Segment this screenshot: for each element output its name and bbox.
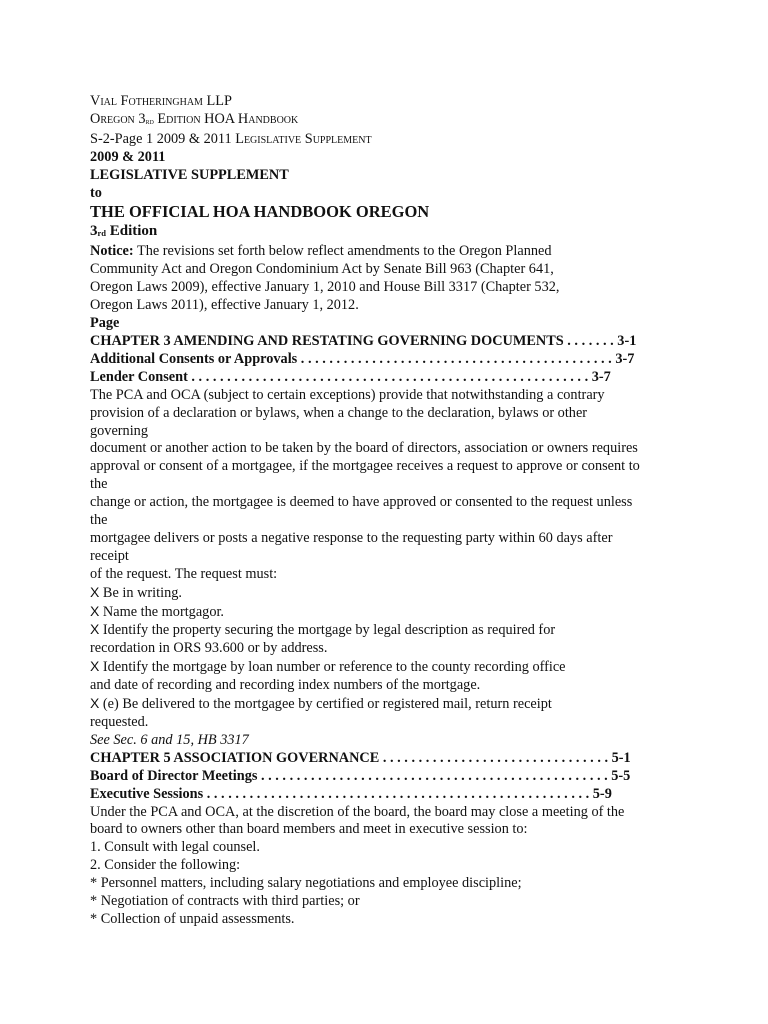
requirement-item: X Identify the mortgage by loan number or reference to the county recording office [90,658,566,676]
requirement-item: X Name the mortgagor. [90,602,225,620]
body-line: of the request. The request must: [90,565,278,582]
title-years: 2009 & 2011 [90,148,166,165]
toc-chapter-3: CHAPTER 3 AMENDING AND RESTATING GOVERNING DOCUMENTS . . . . . . . 3-1 [90,332,637,349]
toc-lender-consent: Lender Consent . . . . . . . . . . . . . . . . . . . . . . . . . . . . . . . . . . . . . . . . . . . . . . . . . . . . . . . . 3-7 [90,368,611,385]
statute-reference: See Sec. 6 and 15, HB 3317 [90,731,249,748]
header-page-ref: S-2-Page 1 2009 & 2011 Legislative Supplement [90,130,372,147]
notice-line: Notice: The revisions set forth below reflect amendments to the Oregon Planned [90,243,552,260]
title-main: THE OFFICIAL HOA HANDBOOK OREGON [90,202,430,222]
requirement-item: X Be in writing. [90,583,182,601]
requirement-item: X Identify the property securing the mortgage by legal description as required for [90,621,556,639]
body-line: document or another action to be taken by the board of directors, association or owners requires [90,440,638,457]
toc-executive-sessions: Executive Sessions . . . . . . . . . . . . . . . . . . . . . . . . . . . . . . . . . . . . . . . . . . . . . . . . . . . . . . 5-9 [90,785,612,802]
toc-additional-consents: Additional Consents or Approvals . . . . . . . . . . . . . . . . . . . . . . . . . . . . . . . . . . . . . . . . . . . . 3-7 [90,350,635,367]
body-line: provision of a declaration or bylaws, when a change to the declaration, bylaws or other [90,404,588,421]
bullet-x-icon: X [90,602,100,619]
body-line: The PCA and OCA (subject to certain exceptions) provide that notwithstanding a contrary [90,386,605,403]
notice-line: Community Act and Oregon Condominium Act by Senate Bill 963 (Chapter 641, [90,261,554,278]
bullet-x-icon: X [90,583,100,600]
title-edition: 3rd Edition [90,223,158,240]
header-book-title: Oregon 3rd Edition HOA Handbook [90,110,299,127]
bullet-x-icon: X [90,695,100,712]
notice-line: Oregon Laws 2009), effective January 1, 2010 and House Bill 3317 (Chapter 532, [90,279,560,296]
requirement-item: X (e) Be delivered to the mortgagee by certified or registered mail, return receipt [90,695,552,713]
bullet-x-icon: X [90,658,100,675]
body-line: * Collection of unpaid assessments. [90,910,295,927]
header-firm: Vial Fotheringham LLP [90,93,232,109]
body-line: board to owners other than board members and meet in executive session to: [90,821,528,838]
body-line: 1. Consult with legal counsel. [90,839,260,856]
body-line: the [90,512,108,529]
body-line: change or action, the mortgagee is deemed to have approved or consented to the request unless [90,494,633,511]
toc-board-meetings: Board of Director Meetings . . . . . . . . . . . . . . . . . . . . . . . . . . . . . . . . . . . . . . . . . . . . . . . . . 5-5 [90,767,631,784]
requirement-item-cont: recordation in ORS 93.600 or by address. [90,640,328,657]
body-line: Under the PCA and OCA, at the discretion of the board, the board may close a meeting of the [90,803,625,820]
body-line: mortgagee delivers or posts a negative response to the requesting party within 60 days after [90,529,613,546]
title-supplement: LEGISLATIVE SUPPLEMENT [90,166,289,183]
body-line: * Personnel matters, including salary negotiations and employee discipline; [90,875,522,892]
body-line: receipt [90,547,129,564]
body-line: the [90,476,108,493]
body-line: 2. Consider the following: [90,857,241,874]
bullet-x-icon: X [90,621,100,638]
page-label: Page [90,315,120,332]
document-content [90,93,750,929]
body-line: * Negotiation of contracts with third parties; or [90,893,360,910]
toc-chapter-5: CHAPTER 5 ASSOCIATION GOVERNANCE . . . . . . . . . . . . . . . . . . . . . . . . . . . . . . . . 5-1 [90,749,631,766]
title-to: to [90,184,102,201]
body-line: approval or consent of a mortgagee, if the mortgagee receives a request to approve or consent to [90,458,640,475]
notice-line: Oregon Laws 2011), effective January 1, 2012. [90,297,359,314]
requirement-item-cont: and date of recording and recording index numbers of the mortgage. [90,677,481,694]
notice-label: Notice: [90,243,134,260]
requirement-item-cont: requested. [90,714,149,730]
body-line: governing [90,422,148,439]
